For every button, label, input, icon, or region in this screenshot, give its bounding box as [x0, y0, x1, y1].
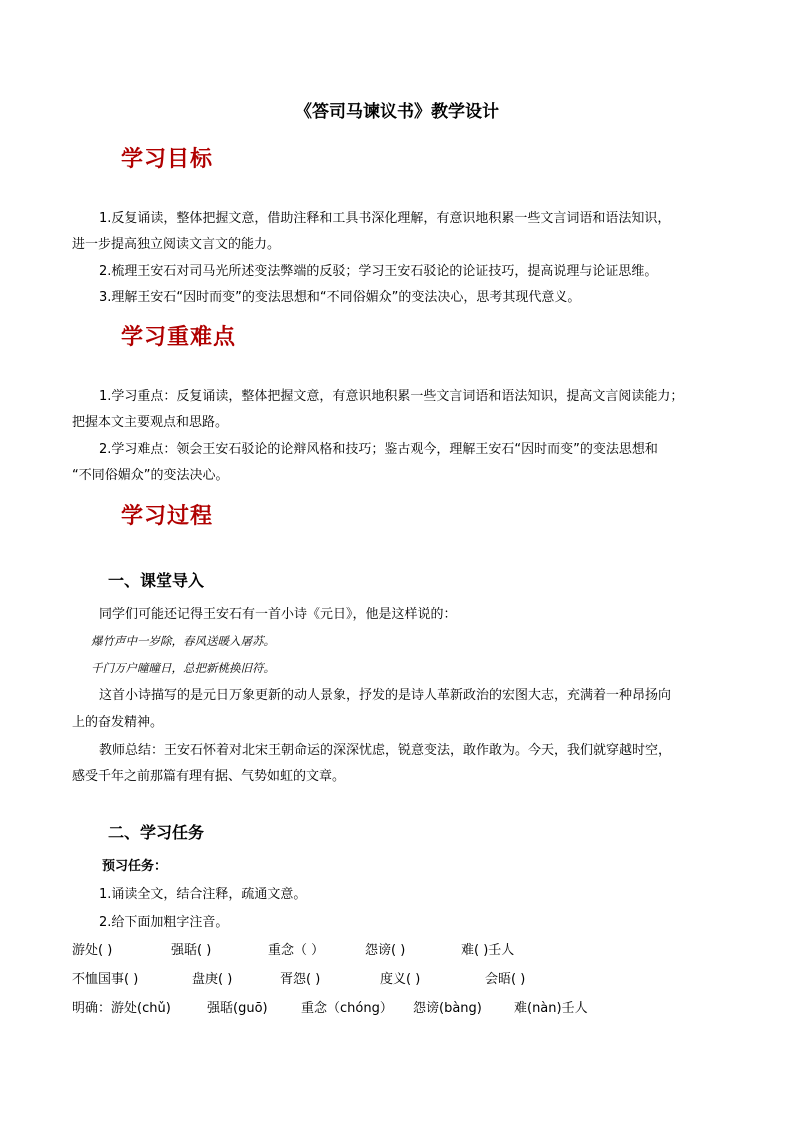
objective-1-line-2: 进一步提高独立阅读文言文的能力。	[72, 237, 281, 252]
exercise-item: 重念（ ）	[268, 943, 325, 958]
poem-line-1: 爆竹声中一岁除，春风送暖入屠苏。	[91, 634, 275, 648]
task-1: 1.诵读全文，结合注释，疏通文意。	[99, 887, 307, 902]
intro-paragraph-2-line-1: 这首小诗描写的是元日万象更新的动人景象，抒发的是诗人革新政治的宏图大志，充满着一种昂扬向	[99, 688, 672, 703]
intro-paragraph-2-line-2: 上的奋发精神。	[72, 715, 164, 730]
exercise-item: 难( )壬人	[461, 943, 515, 958]
intro-paragraph-3-line-2: 感受千年之前那篇有理有据、气势如虹的文章。	[72, 769, 346, 784]
exercise-item: 不恤国事( )	[72, 972, 139, 987]
answer-item: 怨谤(bàng)	[413, 1001, 482, 1016]
exercise-item: 盘庚( )	[192, 972, 233, 987]
section-heading-objectives: 学习目标	[121, 147, 214, 172]
answer-item: 重念（chóng）	[301, 1001, 393, 1016]
preview-task-heading: 预习任务：	[102, 859, 168, 874]
section-heading-process: 学习过程	[121, 504, 214, 529]
document-title: 《答司马谏议书》教学设计	[295, 102, 499, 122]
task-2: 2.给下面加粗字注音。	[99, 915, 229, 930]
objective-2: 2.梳理王安石对司马光所述变法弊端的反驳；学习王安石驳论的论证技巧，提高说理与论证思维。	[99, 264, 658, 279]
exercise-item: 会晤( )	[485, 972, 526, 987]
answer-item: 难(nàn)壬人	[514, 1001, 588, 1016]
answer-item: 强聒(guō)	[207, 1001, 268, 1016]
key-point-1-line-2: 把握本文主要观点和思路。	[72, 415, 229, 430]
objective-3: 3.理解王安石“因时而变”的变法思想和“不同俗媚众”的变法决心，思考其现代意义。	[99, 290, 581, 305]
objective-1-line-1: 1.反复诵读，整体把握文意，借助注释和工具书深化理解，有意识地积累一些文言词语和语法知识，	[99, 211, 671, 226]
poem-line-2: 千门万户曈曈日，总把新桃换旧符。	[91, 661, 275, 675]
tasks-heading: 二、学习任务	[108, 823, 205, 842]
exercise-item: 强聒( )	[171, 943, 212, 958]
key-point-1-line-1: 1.学习重点：反复诵读，整体把握文意，有意识地积累一些文言词语和语法知识，提高文言阅读能力；	[99, 389, 684, 404]
answer-item: 明确：游处(chǔ)	[72, 1001, 171, 1016]
exercise-item: 怨谤( )	[365, 943, 406, 958]
intro-paragraph-1: 同学们可能还记得王安石有一首小诗《元日》，他是这样说的：	[99, 607, 457, 622]
key-point-2-line-1: 2.学习难点：领会王安石驳论的论辩风格和技巧；鉴古观今，理解王安石“因时而变”的变法思想和	[99, 442, 658, 457]
section-heading-key-points: 学习重难点	[121, 325, 237, 350]
exercise-item: 胥怨( )	[280, 972, 321, 987]
key-point-2-line-2: “不同俗媚众”的变法决心。	[72, 468, 229, 483]
intro-paragraph-3-line-1: 教师总结：王安石怀着对北宋王朝命运的深深忧虑，锐意变法，敢作敢为。今天，我们就穿越时空，	[99, 743, 672, 758]
exercise-item: 游处( )	[72, 943, 113, 958]
exercise-item: 度义( )	[380, 972, 421, 987]
intro-heading: 一、课堂导入	[108, 571, 205, 590]
